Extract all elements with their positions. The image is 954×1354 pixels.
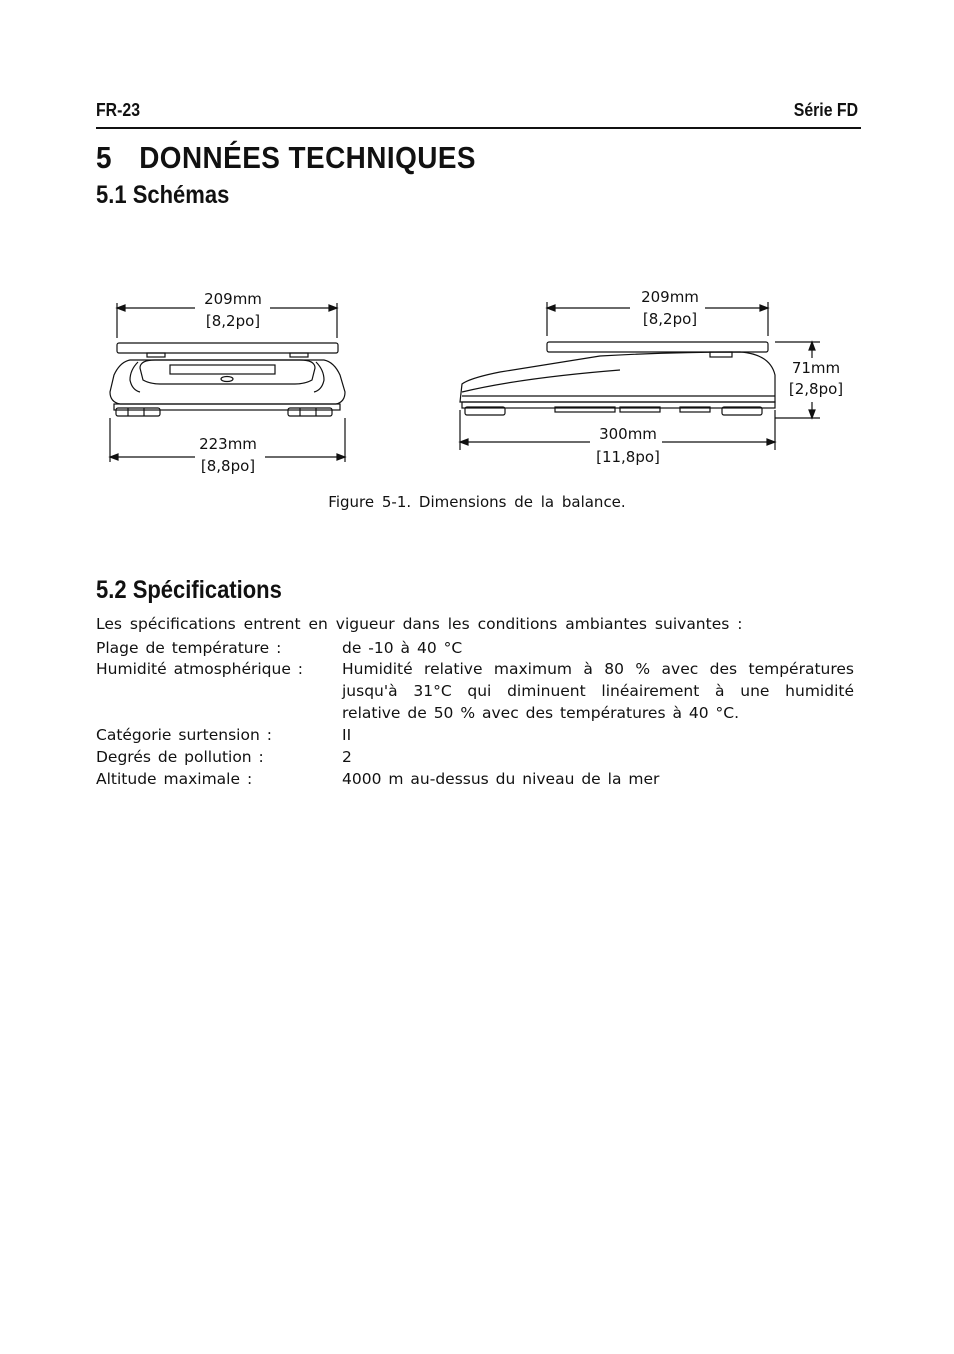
front-base-inch: [8,8po] bbox=[200, 457, 256, 475]
spec-value-altitude: 4000 m au-dessus du niveau de la mer bbox=[342, 770, 660, 788]
section-heading-schemas: 5.1 Schémas bbox=[96, 181, 230, 209]
chapter-heading bbox=[96, 140, 476, 176]
chapter-title: DONNÉES TECHNIQUES bbox=[139, 140, 476, 175]
spec-label-altitude: Altitude maximale : bbox=[96, 770, 253, 788]
figure-caption: Figure 5-1. Dimensions de la balance. bbox=[328, 493, 626, 511]
specifications-intro: Les spécifications entrent en vigueur dans les conditions ambiantes suivantes : bbox=[96, 615, 743, 633]
header-rule bbox=[96, 127, 861, 129]
document-series: Série FD bbox=[793, 100, 858, 120]
side-height-inch: [2,8po] bbox=[788, 380, 844, 398]
chapter-number: 5 bbox=[96, 140, 112, 175]
spec-value-humidity: Humidité relative maximum à 80 % avec des températures jusqu'à 31°C qui diminuent linéairement à une humidité relative de 50 % avec des températures à 40 °C. bbox=[342, 660, 854, 722]
section-heading-specifications: 5.2 Spécifications bbox=[96, 576, 282, 604]
side-depth-mm: 300mm bbox=[599, 425, 657, 443]
spec-label-temperature: Plage de température : bbox=[96, 639, 282, 657]
spec-label-overvoltage: Catégorie surtension : bbox=[96, 726, 272, 744]
front-width-inch: [8,2po] bbox=[205, 312, 261, 330]
spec-value-temperature: de -10 à 40 °C bbox=[342, 639, 463, 657]
scale-dimension-drawing bbox=[100, 280, 860, 480]
spec-label-pollution: Degrés de pollution : bbox=[96, 748, 264, 766]
spec-value-pollution: 2 bbox=[342, 748, 352, 766]
spec-value-overvoltage: II bbox=[342, 726, 352, 744]
spec-label-humidity: Humidité atmosphérique : bbox=[96, 660, 304, 678]
side-depth-inch: [11,8po] bbox=[596, 448, 660, 466]
front-base-mm: 223mm bbox=[199, 435, 257, 453]
side-width-mm: 209mm bbox=[641, 288, 699, 306]
page-number: FR-23 bbox=[96, 100, 141, 120]
side-height-mm: 71mm bbox=[791, 359, 841, 377]
side-width-inch: [8,2po] bbox=[642, 310, 698, 328]
front-width-mm: 209mm bbox=[204, 290, 262, 308]
